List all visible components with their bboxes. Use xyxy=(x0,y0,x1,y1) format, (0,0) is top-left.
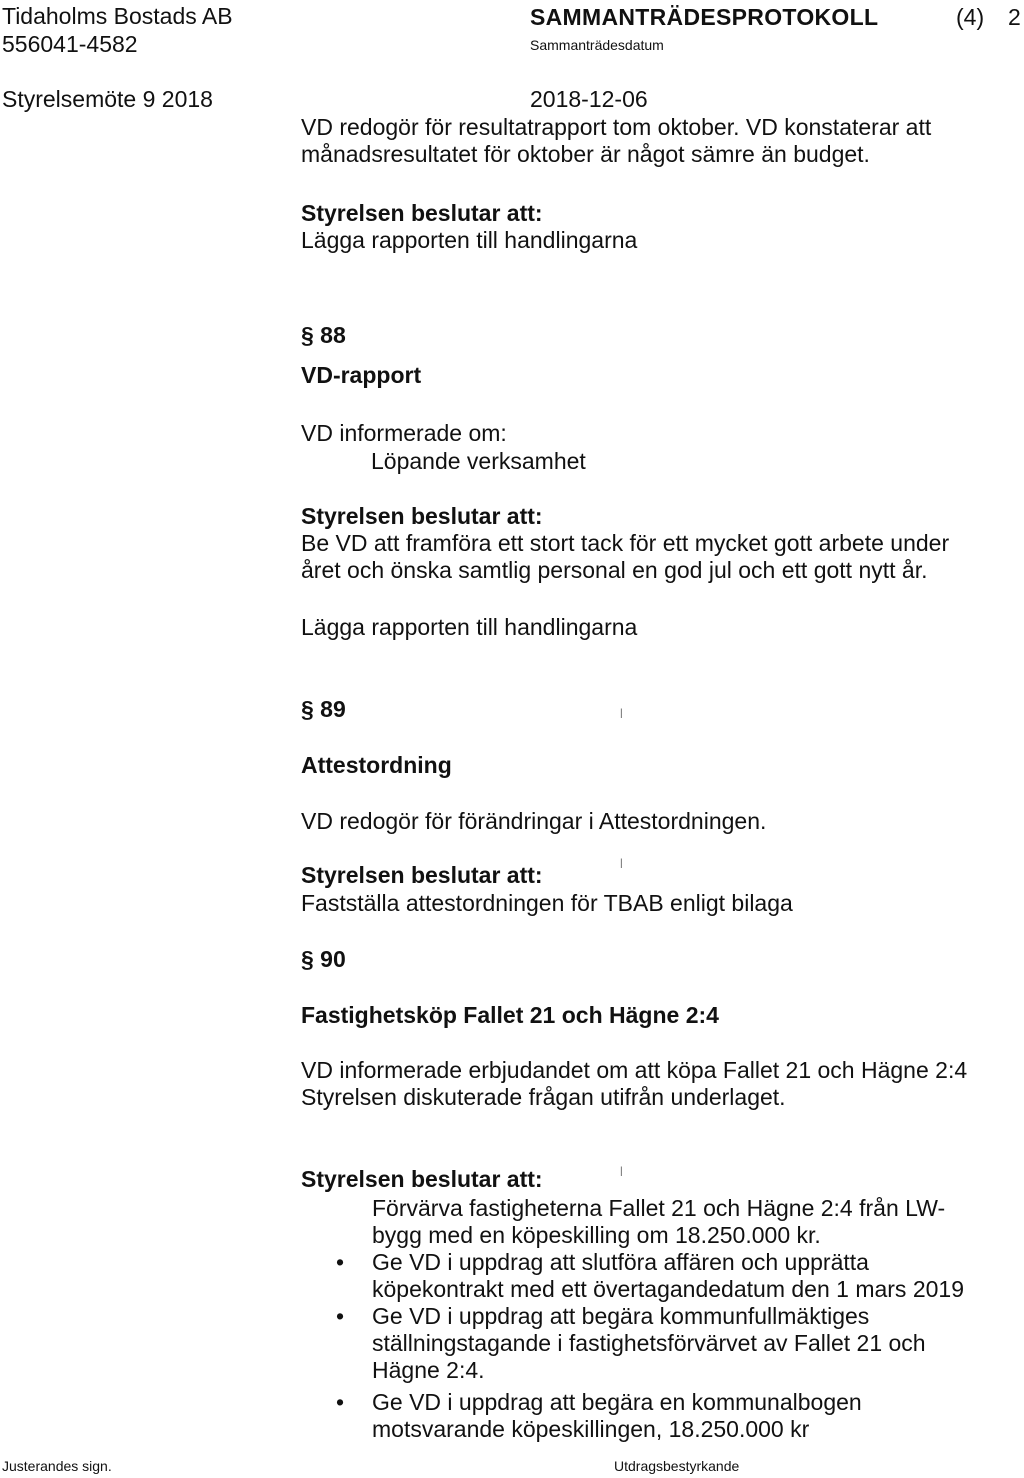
list-item-line: Ge VD i uppdrag att begära kommunfullmäktiges xyxy=(372,1303,870,1329)
list-item-line: Ge VD i uppdrag att begära en kommunalbogen xyxy=(372,1389,862,1415)
list-item xyxy=(322,1249,1002,1303)
decision-block xyxy=(301,200,1001,254)
intro-line: VD redogör för resultatrapport tom oktober. VD konstaterar att xyxy=(301,114,932,140)
decision-text: Be VD att framföra ett stort tack för ett mycket gott arbete under xyxy=(301,530,950,556)
document-title: SAMMANTRÄDESPROTOKOLL xyxy=(530,4,879,30)
decision-block xyxy=(301,503,1001,584)
list-item xyxy=(322,1195,1002,1249)
list-item xyxy=(322,1389,1002,1443)
decision-text: året och önska samtlig personal en god jul och ett gott nytt år. xyxy=(301,557,928,583)
scan-mark: | xyxy=(620,1166,623,1177)
section-number: § 89 xyxy=(301,696,346,722)
decision-list xyxy=(322,1195,1002,1443)
meeting-name: Styrelsemöte 9 2018 xyxy=(2,86,213,112)
date-label: Sammanträdesdatum xyxy=(530,37,664,53)
org-name: Tidaholms Bostads AB xyxy=(2,3,233,29)
list-item-line: Hägne 2:4. xyxy=(372,1357,485,1383)
decision-text: Fastställa attestordningen för TBAB enligt bilaga xyxy=(301,890,793,916)
meeting-date: 2018-12-06 xyxy=(530,86,648,112)
decision-text: Lägga rapporten till handlingarna xyxy=(301,227,638,253)
section-number: § 88 xyxy=(301,322,346,348)
decision-text: Lägga rapporten till handlingarna xyxy=(301,614,638,640)
section-title: Fastighetsköp Fallet 21 och Hägne 2:4 xyxy=(301,1002,719,1028)
decision-heading: Styrelsen beslutar att: xyxy=(301,862,543,888)
section-paragraph xyxy=(301,1057,1001,1111)
section-text: VD informerade erbjudandet om att köpa Fallet 21 och Hägne 2:4 xyxy=(301,1057,968,1083)
bullet-marker: • xyxy=(336,1303,345,1329)
footer-certification-label: Utdragsbestyrkande xyxy=(614,1458,740,1474)
section-title: VD-rapport xyxy=(301,362,422,388)
decision-heading: Styrelsen beslutar att: xyxy=(301,1166,543,1192)
section-text: VD redogör för förändringar i Attestordningen. xyxy=(301,808,767,834)
intro-line: månadsresultatet för oktober är något sämre än budget. xyxy=(301,141,870,167)
list-item-line: ställningstagande i fastighetsförvärvet av Fallet 21 och xyxy=(372,1330,926,1356)
section-title: Attestordning xyxy=(301,752,452,778)
footer-signature-label: Justerandes sign. xyxy=(2,1458,112,1474)
org-number: 556041-4582 xyxy=(2,31,138,57)
list-item-line: Ge VD i uppdrag att slutföra affären och upprätta xyxy=(372,1249,869,1275)
list-item-line: Förvärva fastigheterna Fallet 21 och Hägne 2:4 från LW- xyxy=(372,1195,946,1221)
bullet-marker: • xyxy=(336,1249,345,1275)
intro-paragraph xyxy=(301,114,1001,168)
decision-heading: Styrelsen beslutar att: xyxy=(301,200,543,226)
list-item-line: motsvarande köpeskillingen, 18.250.000 kr xyxy=(372,1416,810,1442)
decision-heading: Styrelsen beslutar att: xyxy=(301,503,543,529)
page-total: (4) xyxy=(956,4,985,30)
list-item-line: bygg med en köpeskilling om 18.250.000 kr. xyxy=(372,1222,821,1248)
informed-item: Löpande verksamhet xyxy=(371,448,586,474)
scan-mark: | xyxy=(620,858,623,869)
page-number: 2 xyxy=(1008,4,1021,30)
scan-mark: | xyxy=(620,708,623,719)
informed-text: VD informerade om: xyxy=(301,420,507,446)
list-item xyxy=(322,1303,1002,1384)
list-item-line: köpekontrakt med ett övertagandedatum den 1 mars 2019 xyxy=(372,1276,964,1302)
bullet-marker: • xyxy=(336,1389,345,1415)
section-number: § 90 xyxy=(301,946,346,972)
section-text: Styrelsen diskuterade frågan utifrån underlaget. xyxy=(301,1084,786,1110)
